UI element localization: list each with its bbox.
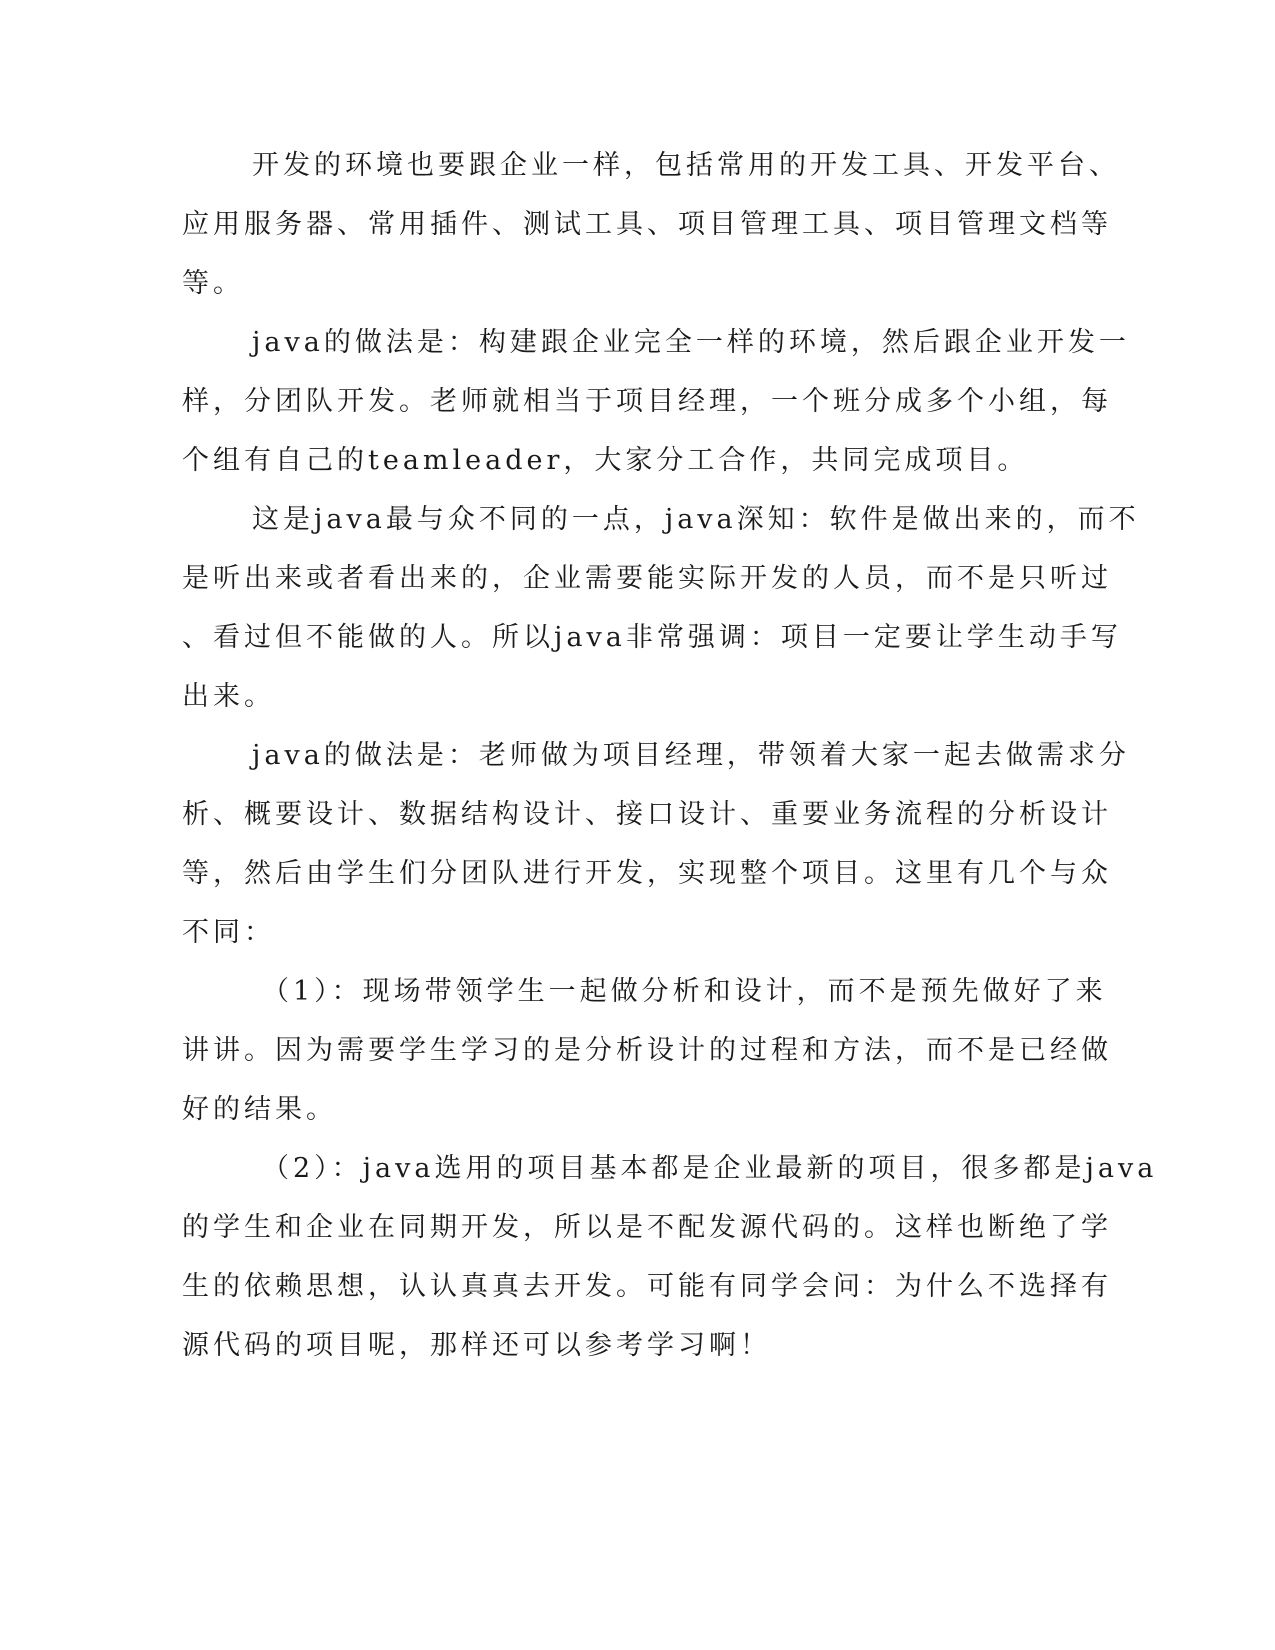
text-line: 个组有自己的teamleader，大家分工合作，共同完成项目。 — [182, 445, 1029, 476]
text-line: 的学生和企业在同期开发，所以是不配发源代码的。这样也断绝了学 — [182, 1212, 1112, 1243]
text-line: 讲讲。因为需要学生学习的是分析设计的过程和方法，而不是已经做 — [182, 1035, 1112, 1066]
text-line: 好的结果。 — [182, 1094, 337, 1125]
text-line: 应用服务器、常用插件、测试工具、项目管理工具、项目管理文档等 — [182, 209, 1112, 240]
text-line: 出来。 — [182, 681, 275, 712]
text-line: 等。 — [182, 268, 244, 299]
text-line: java的做法是：老师做为项目经理，带领着大家一起去做需求分 — [252, 740, 1130, 771]
text-line: 、看过但不能做的人。所以java非常强调：项目一定要让学生动手写 — [182, 622, 1122, 653]
text-line: 生的依赖思想，认认真真去开发。可能有同学会问：为什么不选择有 — [182, 1271, 1112, 1302]
text-line: java的做法是：构建跟企业完全一样的环境，然后跟企业开发一 — [252, 327, 1130, 358]
text-line: （1）：现场带领学生一起做分析和设计，而不是预先做好了来 — [262, 976, 1107, 1007]
text-line: 源代码的项目呢，那样还可以参考学习啊！ — [182, 1330, 771, 1361]
text-line: （2）：java选用的项目基本都是企业最新的项目，很多都是java — [262, 1153, 1158, 1184]
text-line: 析、概要设计、数据结构设计、接口设计、重要业务流程的分析设计 — [182, 799, 1112, 830]
text-line: 不同： — [182, 917, 275, 948]
text-line: 开发的环境也要跟企业一样，包括常用的开发工具、开发平台、 — [252, 150, 1120, 181]
text-line: 是听出来或者看出来的，企业需要能实际开发的人员，而不是只听过 — [182, 563, 1112, 594]
text-line: 等，然后由学生们分团队进行开发，实现整个项目。这里有几个与众 — [182, 858, 1112, 889]
text-line: 这是java最与众不同的一点，java深知：软件是做出来的，而不 — [252, 504, 1140, 535]
text-line: 样，分团队开发。老师就相当于项目经理，一个班分成多个小组，每 — [182, 386, 1112, 417]
